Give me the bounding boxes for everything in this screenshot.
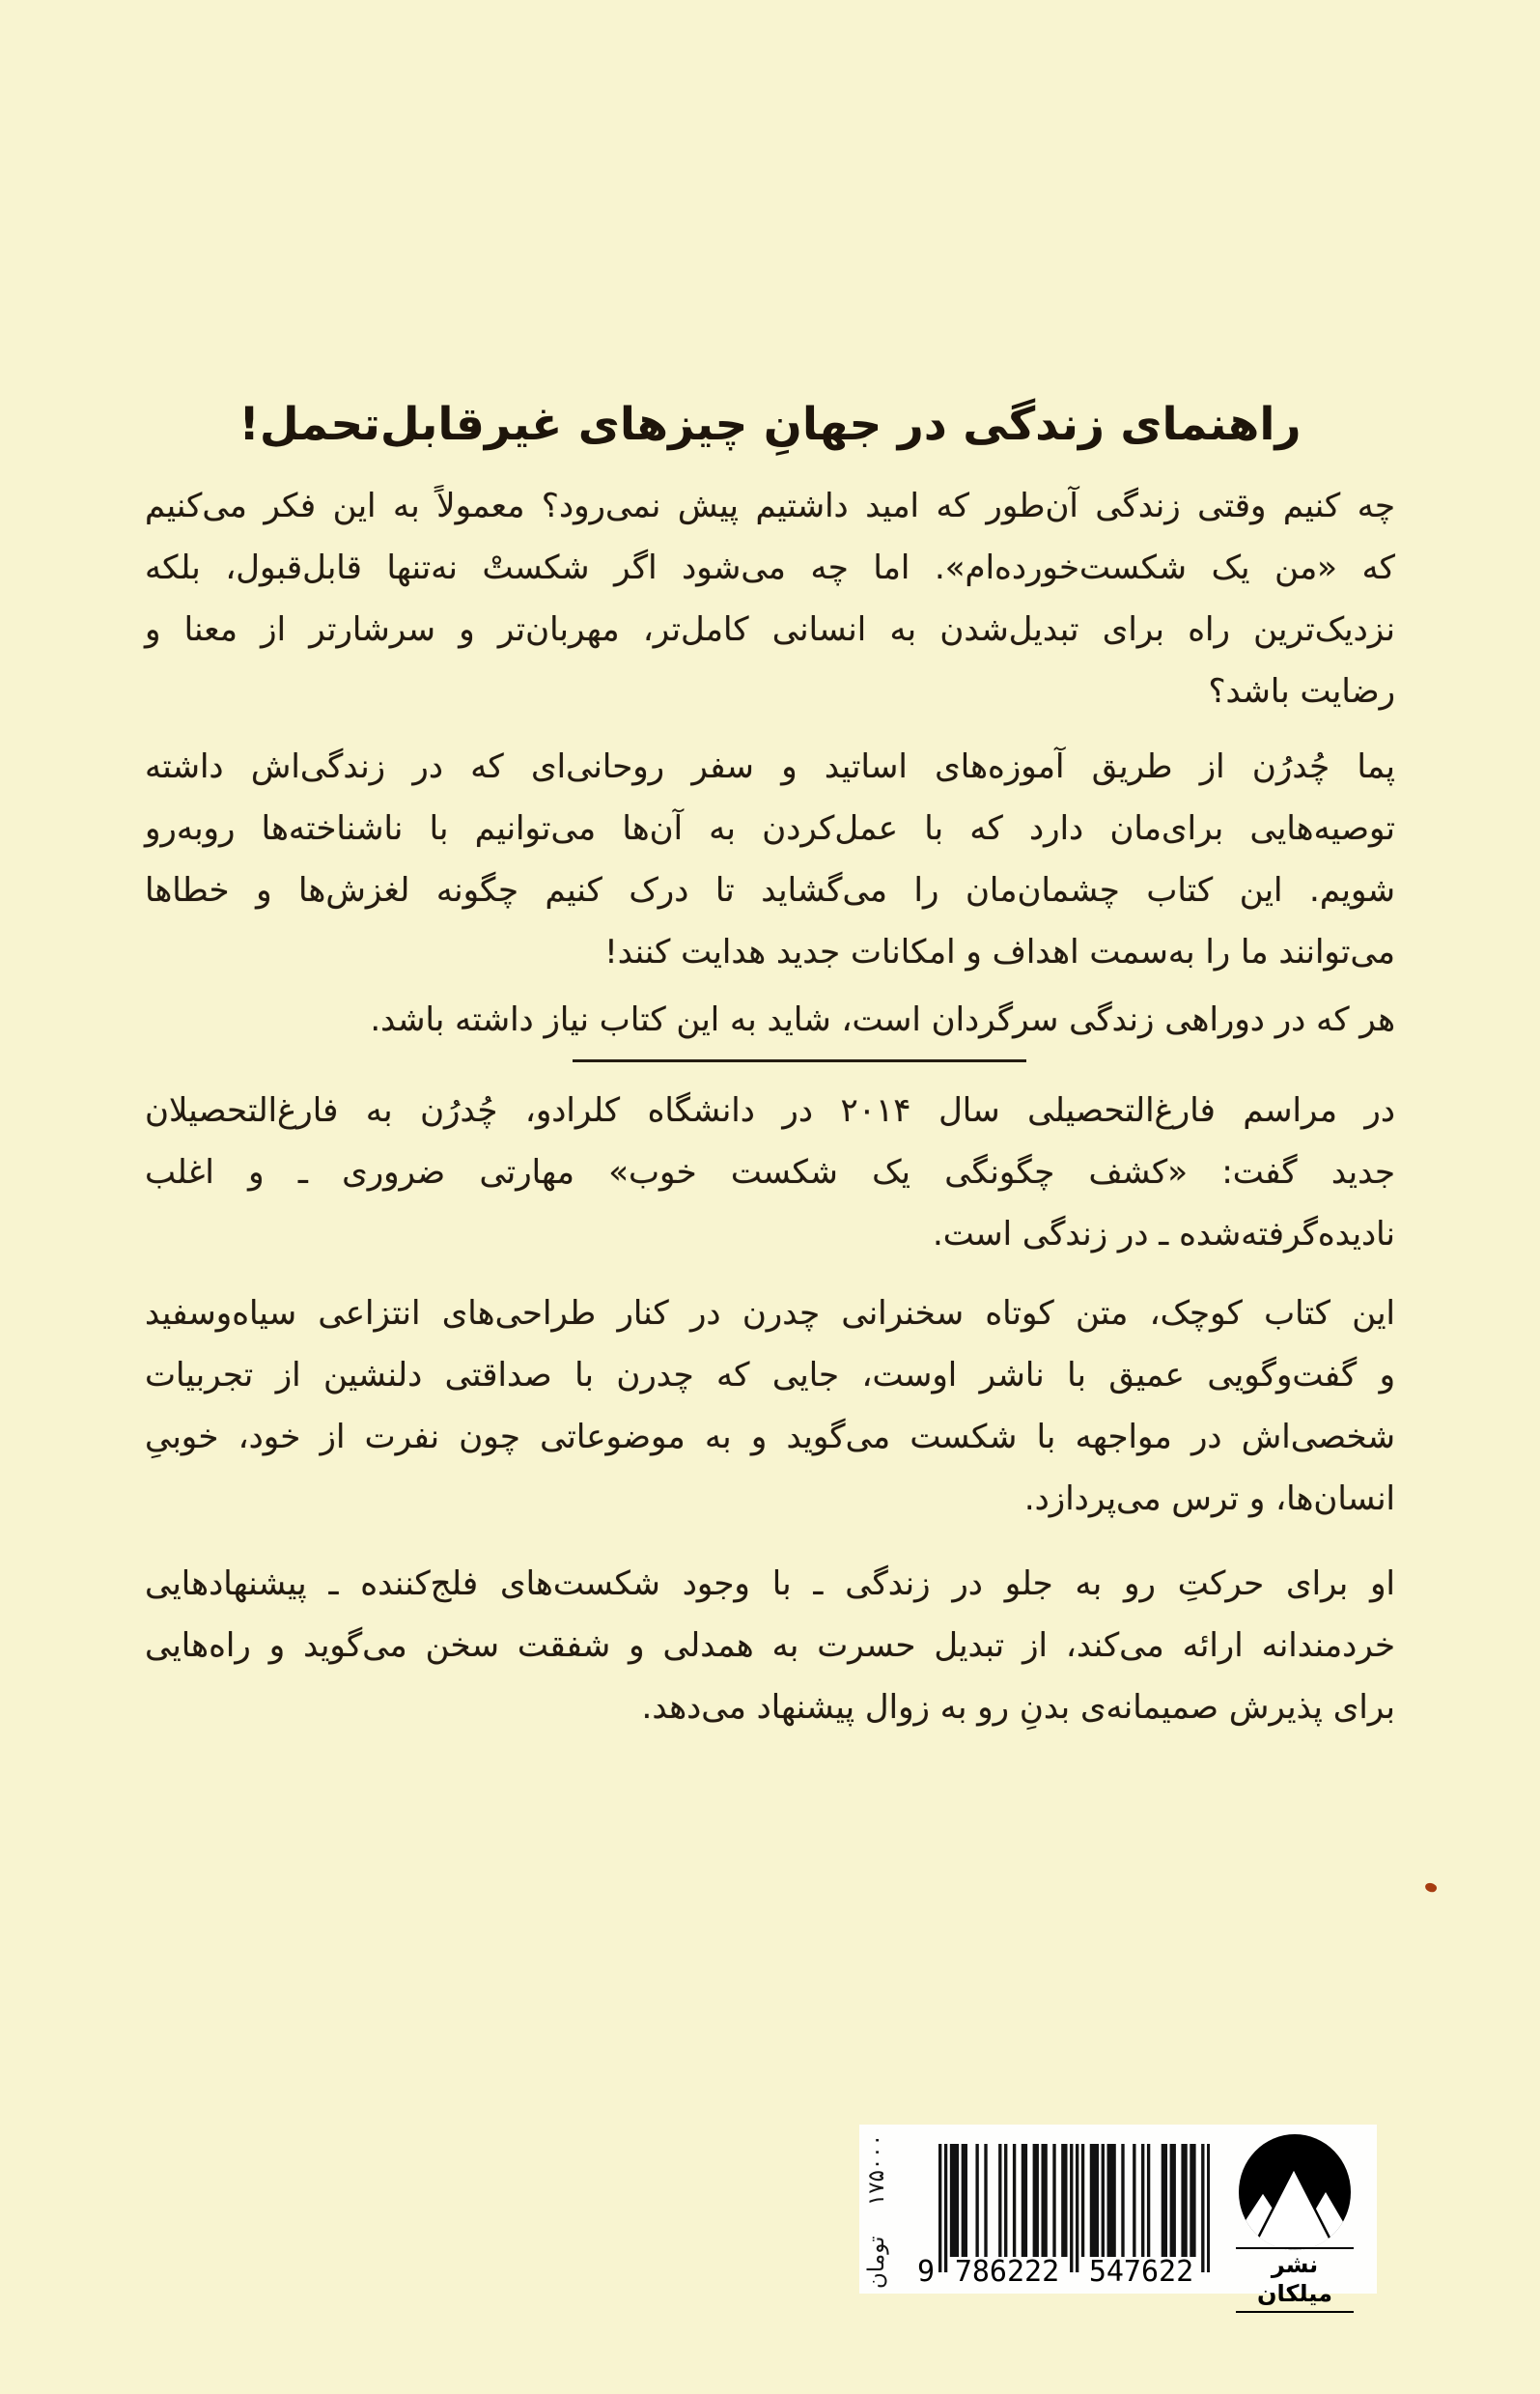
mountains-icon <box>1238 2133 1352 2251</box>
price-amount: ۱۷۵۰۰۰ <box>864 2134 889 2207</box>
text-line: که «من یک شکست‌خورده‌ام». اما چه می‌شود اگر شکستْ نه‌تنها قابل‌قبول، بلکه <box>145 549 1395 587</box>
publisher-logo <box>1238 2133 1352 2251</box>
text-line: شویم. این کتاب چشمان‌مان را می‌گشاید تا درک کنیم چگونه لغزش‌ها و خطاها <box>145 871 1395 910</box>
text-line: نادیده‌گرفته‌شده ـ در زندگی است. <box>932 1215 1395 1253</box>
barcode-digits-left: 786222 <box>954 2255 1060 2289</box>
barcode-digit-lead: 9 <box>916 2255 935 2289</box>
blurb-paragraph-4 <box>145 1080 1395 1265</box>
text-line: انسان‌ها، و ترس می‌پردازد. <box>1023 1479 1395 1518</box>
text-line: هر که در دوراهی زندگی سرگردان است، شاید به این کتاب نیاز داشته باشد. <box>370 1000 1395 1039</box>
ink-speck <box>1424 1881 1439 1895</box>
text-line: رضایت باشد؟ <box>1208 672 1395 711</box>
barcode-digits-right: 547622 <box>1088 2255 1194 2289</box>
text-line: و گفت‌وگویی عمیق با ناشر اوست، جایی که چدرن با صداقتی دلنشین از تجربیات <box>145 1356 1395 1394</box>
ean-barcode-icon <box>938 2144 1210 2272</box>
text-line: پما چُدرُن از طریق آموزه‌های اساتید و سفر روحانی‌ای که در زندگی‌اش داشته <box>145 747 1395 786</box>
text-line: نزدیک‌ترین راه برای تبدیل‌شدن به انسانی کامل‌تر، مهربان‌تر و سرشارتر از معنا و <box>145 610 1395 649</box>
blurb-paragraph-3 <box>145 989 1395 1051</box>
back-cover-title: راهنمای زندگی در جهانِ چیزهای غیرقابل‌تحمل! <box>238 398 1302 451</box>
text-line: می‌توانند ما را به‌سمت اهداف و امکانات جدید هدایت کنند! <box>604 933 1395 972</box>
text-line: جدید گفت: «کشف چگونگی یک شکست خوب» مهارتی ضروری ـ و اغلب <box>145 1153 1395 1192</box>
text-line: شخصی‌اش در مواجهه با شکست می‌گوید و به موضوعاتی چون نفرت از خود، خوبیِ <box>145 1418 1395 1456</box>
isbn-price-box <box>859 2125 1377 2307</box>
blurb-paragraph-5 <box>145 1282 1395 1530</box>
publisher-name: نشر میلکان <box>1236 2247 1354 2313</box>
price-unit: تومان <box>864 2236 889 2289</box>
text-line: او برای حرکتِ رو به جلو در زندگی ـ با وجود شکست‌های فلج‌کننده ـ پیشنهادهایی <box>145 1564 1395 1603</box>
blurb-paragraph-2 <box>145 736 1395 983</box>
text-line: خردمندانه ارائه می‌کند، از تبدیل حسرت به همدلی و شفقت سخن می‌گوید و راه‌هایی <box>145 1626 1395 1665</box>
text-line: برای پذیرش صمیمانه‌ی بدنِ رو به زوال پیشنهاد می‌دهد. <box>641 1688 1395 1727</box>
section-divider <box>573 1059 1026 1062</box>
text-line: این کتاب کوچک، متن کوتاه سخنرانی چدرن در کنار طراحی‌های انتزاعی سیاه‌وسفید <box>145 1294 1395 1333</box>
price-label <box>859 2130 894 2293</box>
blurb-paragraph-1 <box>145 475 1395 722</box>
blurb-paragraph-6 <box>145 1553 1395 1738</box>
text-line: در مراسم فارغ‌التحصیلی سال ۲۰۱۴ در دانشگاه کلرادو، چُدرُن به فارغ‌التحصیلان <box>145 1091 1395 1130</box>
text-line: توصیه‌هایی برای‌مان دارد که با عمل‌کردن به آن‌ها می‌توانیم با ناشناخته‌ها روبه‌رو <box>145 809 1395 848</box>
text-line: چه کنیم وقتی زندگی آن‌طور که امید داشتیم پیش نمی‌رود؟ معمولاً به این فکر می‌کنیم <box>145 487 1395 525</box>
